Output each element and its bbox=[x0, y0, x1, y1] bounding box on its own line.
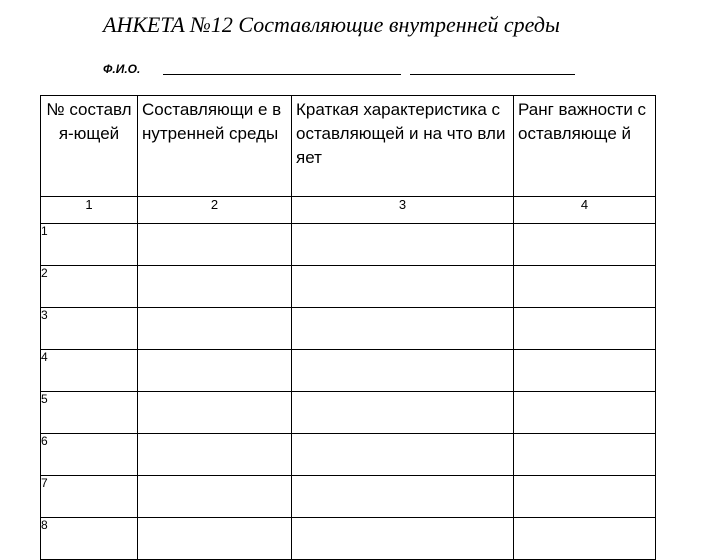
column-number: 4 bbox=[514, 197, 656, 224]
table-row bbox=[41, 308, 656, 350]
description-cell[interactable] bbox=[292, 392, 514, 434]
description-cell[interactable] bbox=[292, 434, 514, 476]
column-number-row bbox=[41, 197, 656, 224]
row-number: 8 bbox=[41, 518, 138, 560]
description-cell[interactable] bbox=[292, 518, 514, 560]
header-cell-rank: Ранг важности составляюще й bbox=[514, 96, 656, 197]
row-number: 1 bbox=[41, 224, 138, 266]
table-row bbox=[41, 518, 656, 560]
row-number: 7 bbox=[41, 476, 138, 518]
rank-cell[interactable] bbox=[514, 434, 656, 476]
table-row bbox=[41, 350, 656, 392]
header-cell-number: № составл я-ющей bbox=[41, 96, 138, 197]
row-number: 5 bbox=[41, 392, 138, 434]
component-cell[interactable] bbox=[138, 224, 292, 266]
table-row bbox=[41, 266, 656, 308]
header-row bbox=[41, 96, 656, 197]
row-number: 6 bbox=[41, 434, 138, 476]
rank-cell[interactable] bbox=[514, 392, 656, 434]
description-cell[interactable] bbox=[292, 350, 514, 392]
table-row bbox=[41, 434, 656, 476]
column-number: 1 bbox=[41, 197, 138, 224]
table-row bbox=[41, 392, 656, 434]
rank-cell[interactable] bbox=[514, 266, 656, 308]
rank-cell[interactable] bbox=[514, 476, 656, 518]
component-cell[interactable] bbox=[138, 266, 292, 308]
description-cell[interactable] bbox=[292, 224, 514, 266]
fio-line-2 bbox=[410, 74, 575, 75]
component-cell[interactable] bbox=[138, 350, 292, 392]
description-cell[interactable] bbox=[292, 266, 514, 308]
column-number: 3 bbox=[292, 197, 514, 224]
rank-cell[interactable] bbox=[514, 350, 656, 392]
fio-label: Ф.И.О. bbox=[103, 62, 141, 76]
component-cell[interactable] bbox=[138, 434, 292, 476]
survey-table bbox=[40, 95, 656, 560]
header-cell-component: Составляющи е внутренней среды bbox=[138, 96, 292, 197]
description-cell[interactable] bbox=[292, 476, 514, 518]
fio-line-1 bbox=[163, 74, 401, 75]
header-cell-description: Краткая характеристика составляющей и на что влияет bbox=[292, 96, 514, 197]
description-cell[interactable] bbox=[292, 308, 514, 350]
component-cell[interactable] bbox=[138, 518, 292, 560]
component-cell[interactable] bbox=[138, 476, 292, 518]
column-number: 2 bbox=[138, 197, 292, 224]
row-number: 4 bbox=[41, 350, 138, 392]
table-row bbox=[41, 476, 656, 518]
component-cell[interactable] bbox=[138, 392, 292, 434]
rank-cell[interactable] bbox=[514, 308, 656, 350]
rank-cell[interactable] bbox=[514, 224, 656, 266]
rank-cell[interactable] bbox=[514, 518, 656, 560]
row-number: 2 bbox=[41, 266, 138, 308]
survey-title: АНКЕТА №12 Составляющие внутренней среды bbox=[103, 12, 560, 37]
component-cell[interactable] bbox=[138, 308, 292, 350]
table-row bbox=[41, 224, 656, 266]
row-number: 3 bbox=[41, 308, 138, 350]
